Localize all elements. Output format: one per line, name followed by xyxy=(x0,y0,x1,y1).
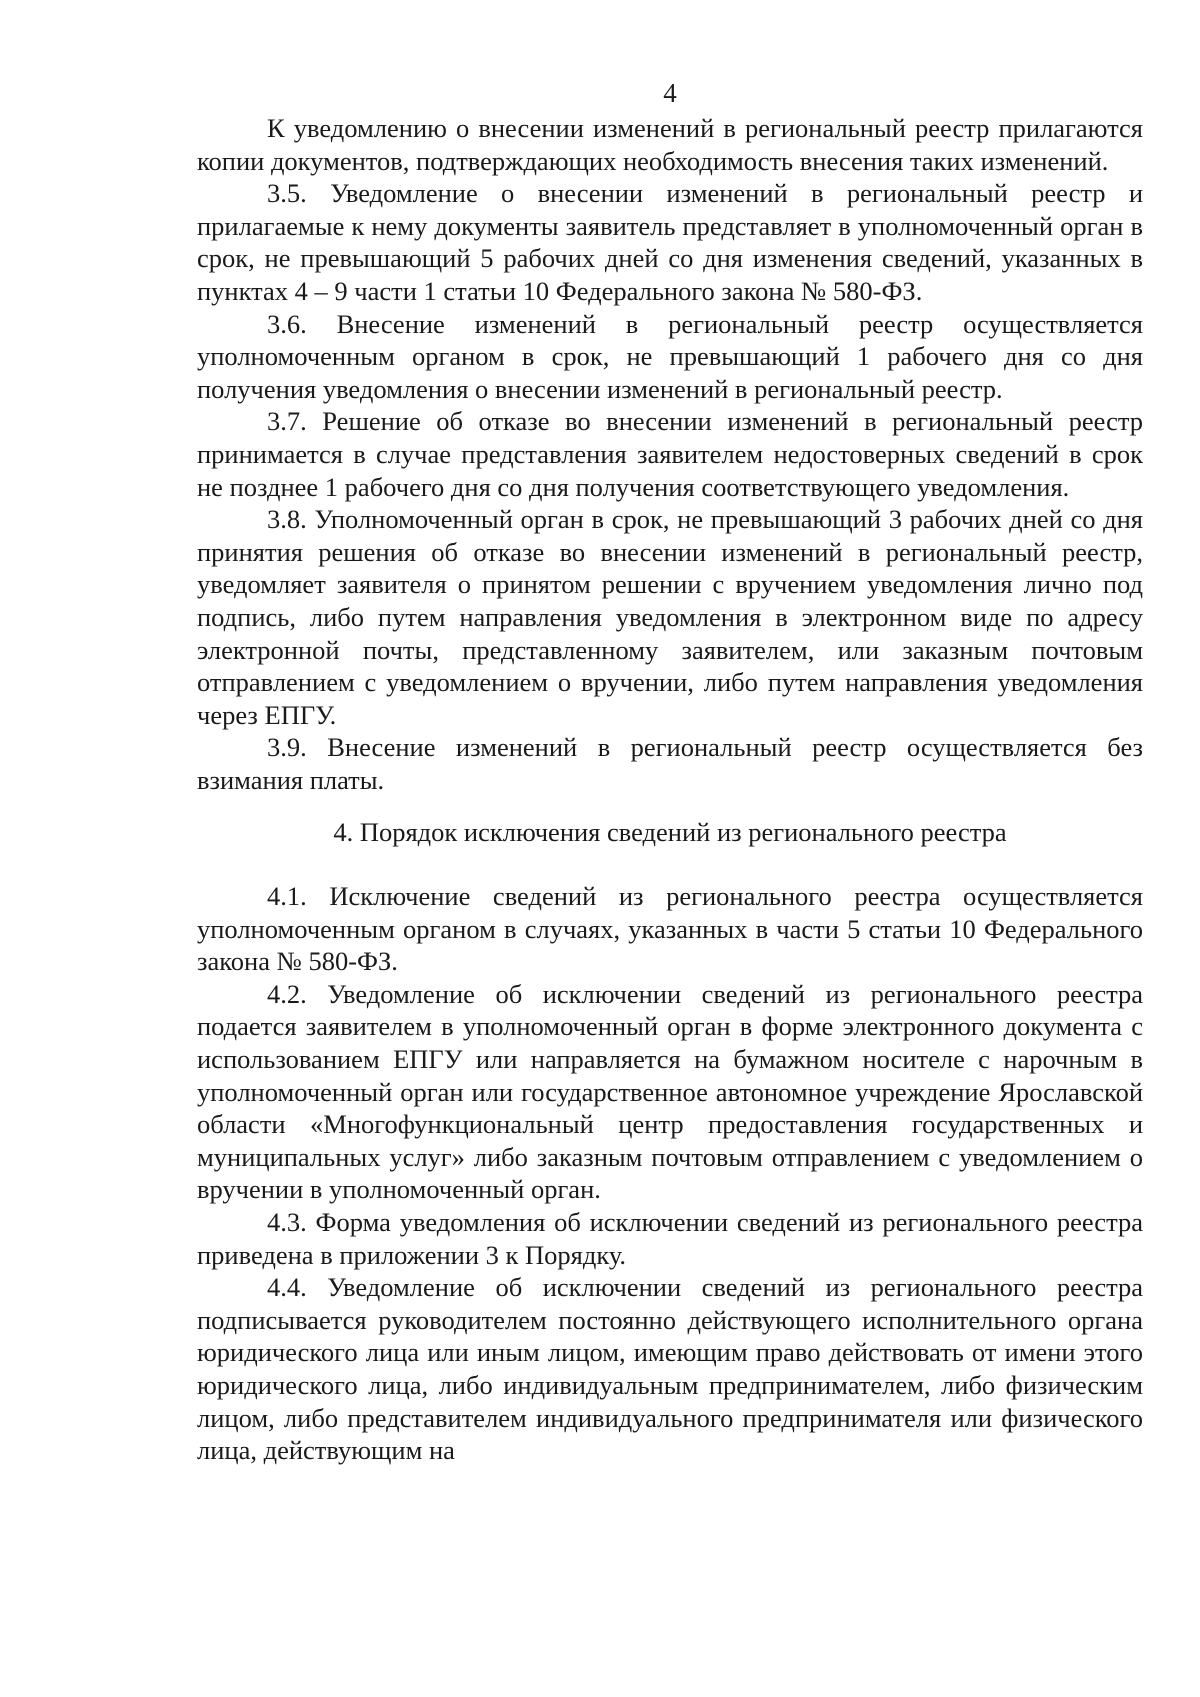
page-number: 4 xyxy=(663,78,677,108)
paragraph-4-1: 4.1. Исключение сведений из регионального реестра осуществляется уполномоченным органом в случаях, указанных в части 5 статьи 10 Федерального закона № 580-ФЗ. xyxy=(197,881,1143,977)
paragraph-4-2: 4.2. Уведомление об исключении сведений из регионального реестра подается заявителем в уполномоченный орган в форме электронного документа с использованием ЕПГУ или направляется на бумажном носителе с нарочным в уполномоченный орган или государственное автономное учреждение Ярославской области «Многофункциональный центр предоставления государственных и муниципальных услуг» либо заказным почтовым отправлением с уведомлением о вручении в уполномоченный орган. xyxy=(197,978,1143,1205)
text-block-section-3 xyxy=(197,112,1143,796)
paragraph-3-9: 3.9. Внесение изменений в региональный реестр осуществляется без взимания платы. xyxy=(197,732,1143,795)
paragraph-attachments: К уведомлению о внесении изменений в региональный реестр прилагаются копии документов, подтверждающих необходимость внесения таких изменений. xyxy=(197,113,1143,176)
section-heading: 4. Порядок исключения сведений из регионального реестра xyxy=(333,817,1007,847)
paragraph-3-7: 3.7. Решение об отказе во внесении изменений в региональный реестр принимается в случае представления заявителем недостоверных сведений в срок не позднее 1 рабочего дня со дня получения соответствующего уведомления. xyxy=(197,406,1143,502)
paragraph-3-5: 3.5. Уведомление о внесении изменений в региональный реестр и прилагаемые к нему документы заявитель представляет в уполномоченный орган в срок, не превышающий 5 рабочих дней со дня изменения сведений, указанных в пунктах 4 – 9 части 1 статьи 10 Федерального закона № 580-ФЗ. xyxy=(197,178,1143,306)
text-block-section-4 xyxy=(197,880,1143,1467)
paragraph-4-4: 4.4. Уведомление об исключении сведений из регионального реестра подписывается руководителем постоянно действующего исполнительного органа юридического лица или иным лицом, имеющим право действовать от имени этого юридического лица, либо индивидуальным предпринимателем, либо физическим лицом, либо представителем индивидуального предпринимателя или физического лица, действующим на xyxy=(197,1272,1143,1466)
paragraph-4-3: 4.3. Форма уведомления об исключении сведений из регионального реестра приведена в приложении 3 к Порядку. xyxy=(197,1206,1143,1270)
paragraph-3-6: 3.6. Внесение изменений в региональный реестр осуществляется уполномоченным органом в срок, не превышающий 1 рабочего дня со дня получения уведомления о внесении изменений в региональный реестр. xyxy=(197,308,1143,404)
paragraph-3-8: 3.8. Уполномоченный орган в срок, не превышающий 3 рабочих дней со дня принятия решения об отказе во внесении изменений в региональный реестр, уведомляет заявителя о принятом решении с вручением уведомления лично под подпись, либо путем направления уведомления в электронном виде по адресу электронной почты, представленному заявителем, или заказным почтовым отправлением с уведомлением о вручении, либо путем направления уведомления через ЕПГУ. xyxy=(197,504,1143,730)
